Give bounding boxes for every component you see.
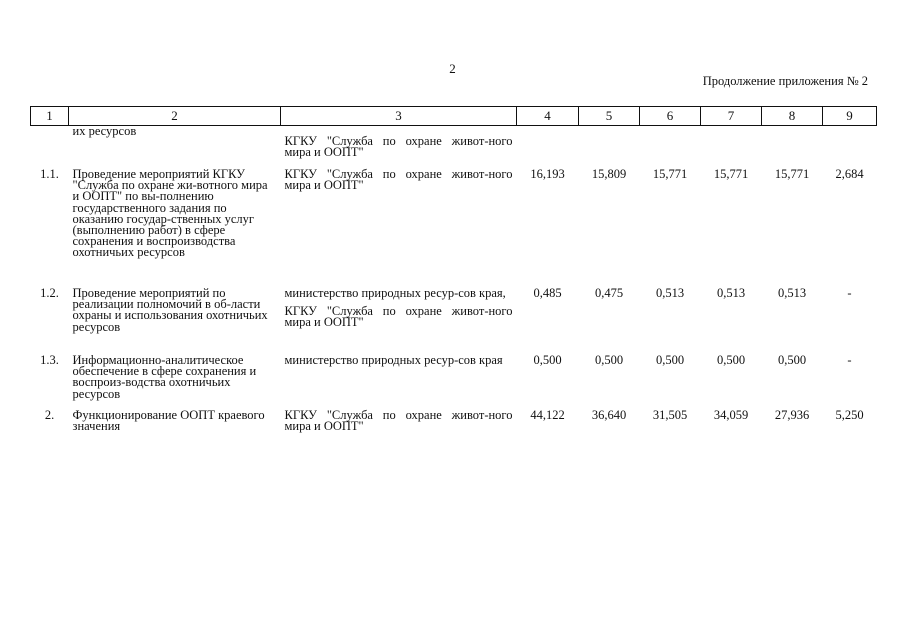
row-executor xyxy=(281,283,517,350)
row-executor xyxy=(281,126,517,165)
column-header: 1 xyxy=(31,107,69,126)
value-cell: 27,936 xyxy=(774,408,810,422)
column-header: 7 xyxy=(701,107,762,126)
value-cell: 0,513 xyxy=(655,286,685,300)
column-header: 2 xyxy=(69,107,281,126)
value-cell: 0,513 xyxy=(716,286,746,300)
row-number: 1.2. xyxy=(40,286,59,300)
row-name: Функционирование ООПТ краевого значения xyxy=(72,408,265,434)
table-row xyxy=(31,283,877,350)
value-cell xyxy=(579,126,640,165)
value-cell xyxy=(640,126,701,165)
row-number: 1.1. xyxy=(40,167,59,181)
column-header: 8 xyxy=(762,107,823,126)
executor-text: КГКУ "Служба по охране живот-ного мира и ООПТ" xyxy=(284,304,513,330)
row-name: Проведение мероприятий по реализации полномочий в об-ласти охраны и использования охотничьих ресурсов xyxy=(72,286,268,334)
value-cell: 15,771 xyxy=(774,167,810,181)
table-row xyxy=(31,126,877,165)
column-header: 5 xyxy=(579,107,640,126)
column-header: 3 xyxy=(281,107,517,126)
value-cell: 15,809 xyxy=(591,167,627,181)
value-cell xyxy=(762,126,823,165)
page-number: 2 xyxy=(449,61,456,76)
executor-text: министерство природных ресур-сов края, xyxy=(284,286,506,300)
table-row xyxy=(31,164,877,283)
value-cell: 36,640 xyxy=(591,408,627,422)
value-cell: 16,193 xyxy=(530,167,565,181)
row-name: Проведение мероприятий КГКУ "Служба по охране жи-вотного мира и ООПТ" по вы-полнению государственного задания по оказанию государ-ственных услуг (выполнению работ) в сфере сохранения и воспроизводства охотничьих ресурсов xyxy=(72,167,268,260)
row-name: их ресурсов xyxy=(72,124,137,138)
value-cell: 15,771 xyxy=(713,167,749,181)
value-cell xyxy=(517,126,579,165)
table-header-row xyxy=(31,107,877,126)
value-cell: 0,500 xyxy=(777,353,807,367)
row-number: 2. xyxy=(44,408,55,422)
row-number xyxy=(31,126,69,165)
value-cell: 0,500 xyxy=(655,353,685,367)
value-cell: 0,513 xyxy=(777,286,807,300)
column-header: 9 xyxy=(823,107,877,126)
value-cell: 0,500 xyxy=(533,353,562,367)
executor-text: КГКУ "Служба по охране живот-ного мира и ООПТ" xyxy=(284,408,513,434)
executor-text: КГКУ "Служба по охране живот-ного мира и ООПТ" xyxy=(284,134,513,160)
value-cell: - xyxy=(847,353,852,367)
row-executor xyxy=(281,405,517,432)
executor-text: КГКУ "Служба по охране живот-ного мира и ООПТ" xyxy=(284,167,513,193)
budget-table xyxy=(30,106,877,432)
executor-text: министерство природных ресур-сов края xyxy=(284,353,503,367)
value-cell: 5,250 xyxy=(835,408,864,422)
row-executor xyxy=(281,164,517,283)
value-cell: 0,485 xyxy=(533,286,562,300)
row-executor xyxy=(281,350,517,405)
value-cell: 0,500 xyxy=(594,353,624,367)
continuation-label: Продолжение приложения № 2 xyxy=(702,74,868,88)
value-cell: 15,771 xyxy=(652,167,688,181)
column-header: 6 xyxy=(640,107,701,126)
table-row xyxy=(31,405,877,432)
table-row xyxy=(31,350,877,405)
value-cell: 0,475 xyxy=(594,286,624,300)
row-name: Информационно-аналитическое обеспечение в сфере сохранения и воспроиз-водства охотничьих ресурсов xyxy=(72,353,257,401)
row-number: 1.3. xyxy=(40,353,59,367)
value-cell xyxy=(823,126,877,165)
value-cell: 2,684 xyxy=(835,167,864,181)
column-header: 4 xyxy=(517,107,579,126)
value-cell: 34,059 xyxy=(713,408,749,422)
value-cell: 44,122 xyxy=(530,408,565,422)
value-cell: 0,500 xyxy=(716,353,746,367)
value-cell: - xyxy=(847,286,852,300)
value-cell: 31,505 xyxy=(652,408,688,422)
value-cell xyxy=(701,126,762,165)
